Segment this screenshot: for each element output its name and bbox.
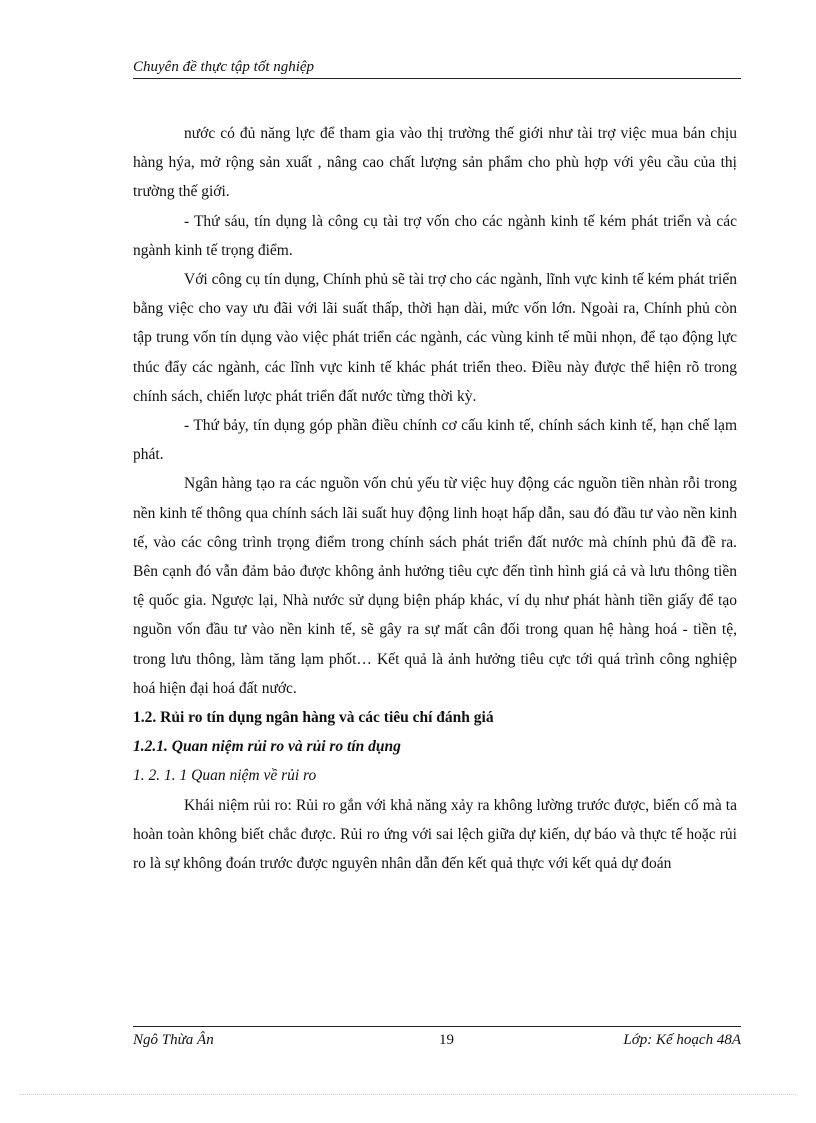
header-title: Chuyên đề thực tập tốt nghiệp [133,59,315,75]
section-heading: 1.2. Rủi ro tín dụng ngân hàng và các tiêu chí đánh giá [133,709,494,727]
page-bottom-divider [20,1094,796,1095]
paragraph: Khái niệm rủi ro: Rủi ro gắn với khả năng xảy ra không lường trước được, biến cố mà ta hoàn toàn không biết chắc được. Rủi ro ứng với sai lệch giữa dự kiến, dự báo và thực tế hoặc rủi ro là sự không đoán trước được nguyên nhân dẫn đến kết quả thực với kết quả dự đoán [133,796,737,873]
document-body [133,119,737,878]
paragraph: Với công cụ tín dụng, Chính phủ sẽ tài trợ cho các ngành, lĩnh vực kinh tế kém phát triển bằng việc cho vay ưu đãi với lãi suất thấp, thời hạn dài, mức vốn lớn. Ngoài ra, Chính phủ còn tập trung vốn tín dụng vào việc phát triển các ngành, các vùng kinh tế mũi nhọn, để tạo động lực thúc đẩy các ngành, các lĩnh vực kinh tế khác phát triển theo. Điều này được thể hiện rõ trong chính sách, chiến lược phát triển đất nước từng thời kỳ. [133,271,737,405]
footer-class: Lớp: Kế hoạch 48A [623,1032,741,1048]
page-footer [133,1026,741,1048]
paragraph: nước có đủ năng lực để tham gia vào thị trường thế giới như tài trợ việc mua bán chịu hàng hýa, mở rộng sản xuất , nâng cao chất lượng sản phẩm cho phù hợp với yêu cầu của thị trường thế giới. [133,125,737,201]
page-number: 19 [439,1032,454,1048]
paragraph: Ngân hàng tạo ra các nguồn vốn chủ yếu từ việc huy động các nguồn tiền nhàn rỗi trong nền kinh tế thông qua chính sách lãi suất huy động linh hoạt hấp dẫn, sau đó đầu tư vào nền kinh tế, vào các công trình trọng điểm trong chính sách phát triển đất nước mà chính phủ đã đề ra. Bên cạnh đó vẫn đảm bảo được không ảnh hưởng tiêu cực đến tình hình giá cả và lưu thông tiền tệ quốc gia. Ngược lại, Nhà nước sử dụng biện pháp khác, ví dụ như phát hành tiền giấy để tạo nguồn vốn đầu tư vào nền kinh tế, sẽ gây ra sự mất cân đối trong quan hệ hàng hoá - tiền tệ, trong lưu thông, làm tăng lạm phốt… Kết quả là ảnh hưởng tiêu cực tới quá trình công nghiệp hoá hiện đại hoá đất nước. [133,475,737,697]
footer-author: Ngô Thừa Ân [133,1032,214,1048]
paragraph: - Thứ sáu, tín dụng là công cụ tài trợ vốn cho các ngành kinh tế kém phát triển và các ngành kinh tế trọng điểm. [133,212,737,259]
paragraph: - Thứ bảy, tín dụng góp phần điều chính cơ cấu kinh tế, chính sách kinh tế, hạn chế lạm phát. [133,417,737,464]
subsubsection-heading: 1. 2. 1. 1 Quan niệm về rủi ro [133,767,317,785]
subsection-heading: 1.2.1. Quan niệm rủi ro và rủi ro tín dụng [133,738,401,756]
page-header [133,58,741,79]
